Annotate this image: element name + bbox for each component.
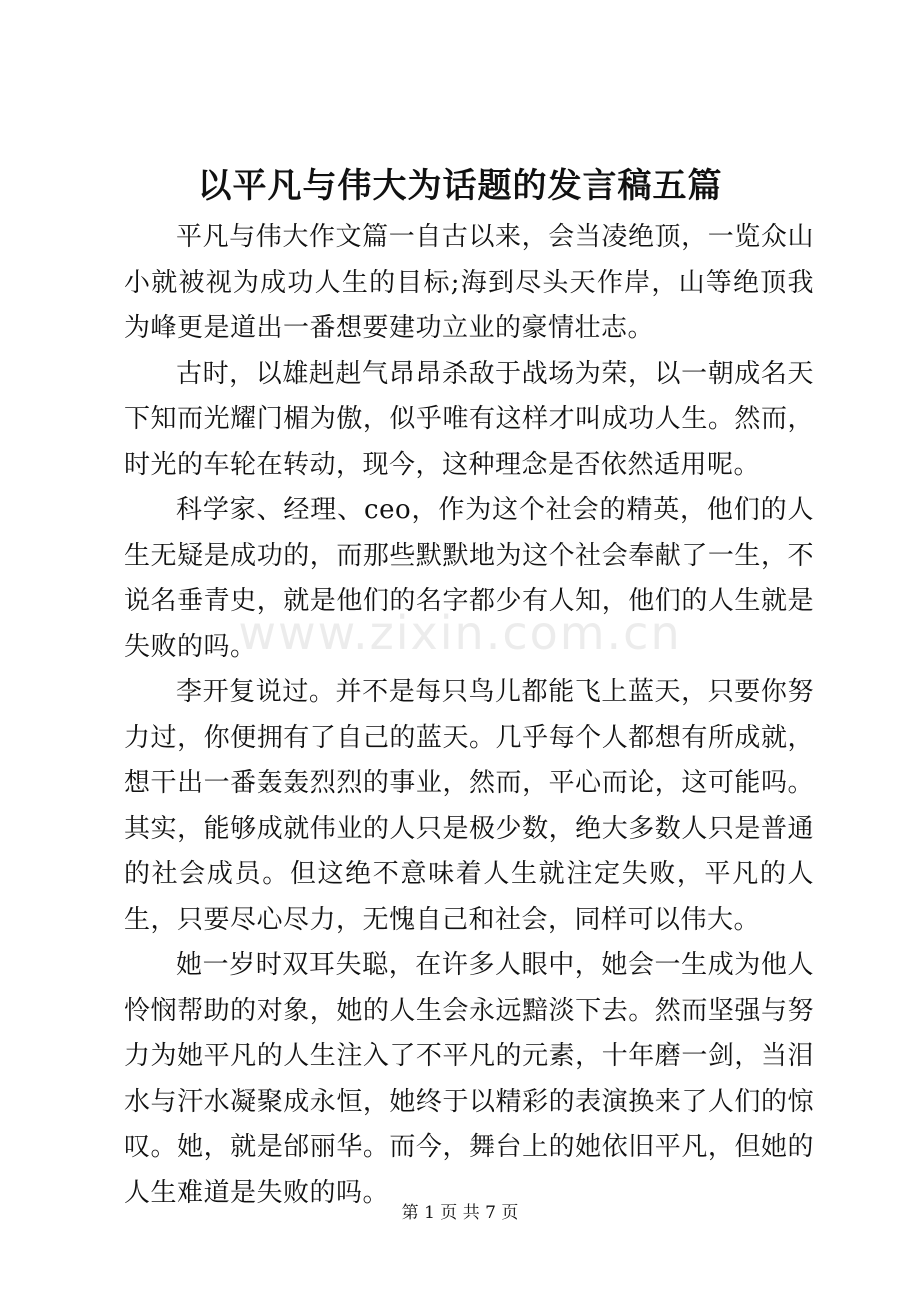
paragraph-3: 科学家、经理、ceo，作为这个社会的精英，他们的人生无疑是成功的，而那些默默地为这个社会奉献了一生，不说名垂青史，就是他们的名字都少有人知，他们的人生就是失败的吗。	[124, 495, 814, 662]
document-title: 以平凡与伟大为话题的发言稿五篇	[197, 166, 723, 206]
page-footer: 第 1 页 共 7 页	[401, 1203, 519, 1223]
paragraph-5: 她一岁时双耳失聪，在许多人眼中，她会一生成为他人怜悯帮助的对象，她的人生会永远黯淡下去。然而坚强与努力为她平凡的人生注入了不平凡的元素，十年磨一剑，当泪水与汗水凝聚成永恒，她终于以精彩的表演换来了人们的惊叹。她，就是邰丽华。而今，舞台上的她依旧平凡，但她的人生难道是失败的吗。	[124, 950, 814, 1208]
paragraph-1: 平凡与伟大作文篇一自古以来，会当凌绝顶，一览众山小就被视为成功人生的目标;海到尽头天作岸，山等绝顶我为峰更是道出一番想要建功立业的豪情壮志。	[124, 222, 814, 343]
document-body	[124, 215, 814, 1216]
paragraph-4: 李开复说过。并不是每只鸟儿都能飞上蓝天，只要你努力过，你便拥有了自己的蓝天。几乎每个人都想有所成就，想干出一番轰轰烈烈的事业，然而，平心而论，这可能吗。其实，能够成就伟业的人只是极少数，绝大多数人只是普通的社会成员。但这绝不意味着人生就注定失败，平凡的人生，只要尽心尽力，无愧自己和社会，同样可以伟大。	[124, 677, 814, 935]
paragraph-2: 古时，以雄赳赳气昂昂杀敌于战场为荣，以一朝成名天下知而光耀门楣为傲，似乎唯有这样才叫成功人生。然而，时光的车轮在转动，现今，这种理念是否依然适用呢。	[124, 358, 814, 480]
watermark: www.zixin.com.cn	[238, 606, 682, 660]
